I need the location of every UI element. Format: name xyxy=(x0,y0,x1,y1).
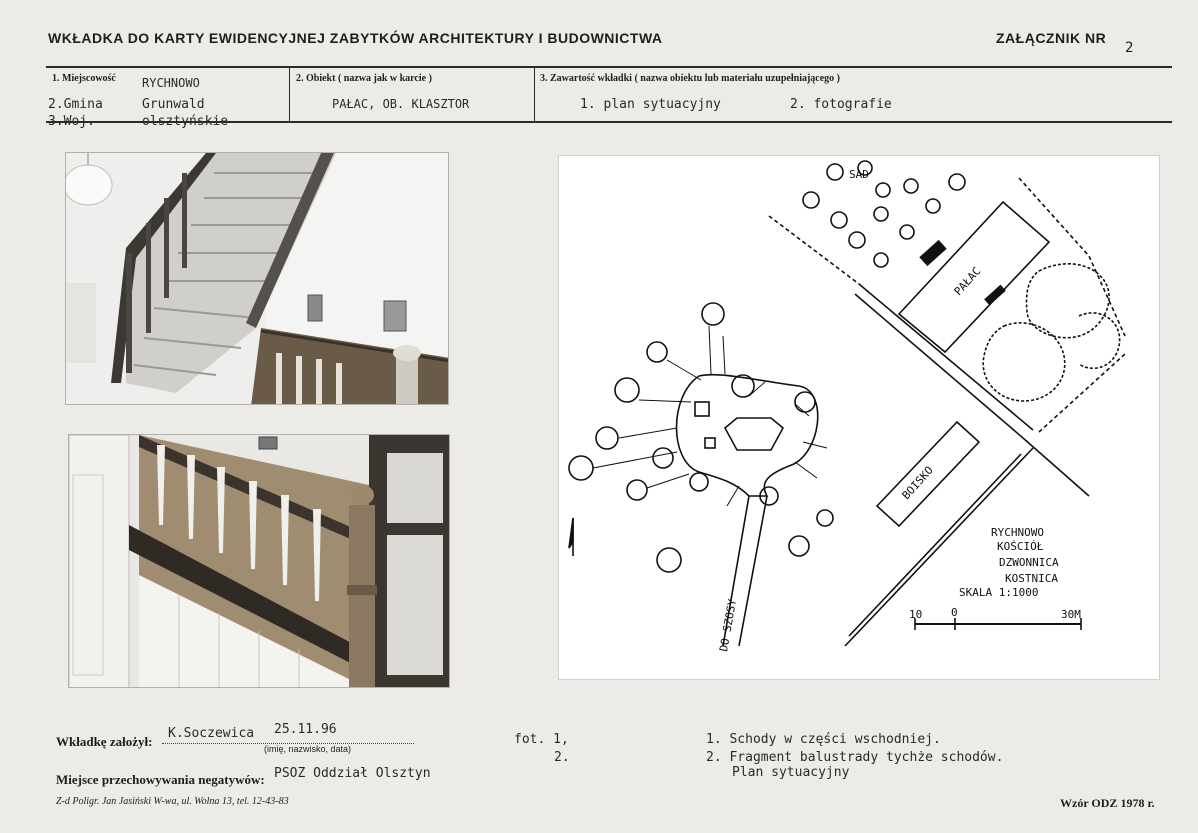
plan-label-road: DO SZOSY xyxy=(717,598,740,653)
created-value: K.Soczewica xyxy=(168,726,255,741)
created-hint: (imię, nazwisko, data) xyxy=(264,744,352,754)
storage-value: PSOZ Oddział Olsztyn xyxy=(274,766,431,781)
photo-balustrade xyxy=(68,434,450,688)
photo-staircase xyxy=(65,152,449,405)
plan-legend-2: KOŚCIÓŁ xyxy=(997,540,1044,553)
plan-scale-tick-2: 0 xyxy=(951,606,958,619)
object-label: 2. Obiekt ( nazwa jak w karcie ) xyxy=(296,73,432,84)
contents-item-2: 2. fotografie xyxy=(790,97,892,112)
commune-value: Grunwald xyxy=(142,97,205,112)
plan-legend-4: KOSTNICA xyxy=(1005,572,1058,585)
locality-value: RYCHNOWO xyxy=(142,76,200,90)
plan-label-boisko: BOISKO xyxy=(899,463,936,503)
storage-label: Miejsce przechowywania negatywów: xyxy=(56,772,265,787)
commune-label: 2.Gmina xyxy=(48,97,103,112)
header-rule-top xyxy=(46,66,1172,68)
plan-scale-tick-1: 10 xyxy=(909,608,923,621)
plan-label-palac: PAŁAC xyxy=(951,264,984,299)
caption-3: Plan sytuacyjny xyxy=(732,765,850,780)
field-divider-2 xyxy=(534,67,535,121)
site-plan xyxy=(558,155,1160,680)
site-plan-drawing xyxy=(559,156,1160,680)
plan-legend-1: RYCHNOWO xyxy=(991,526,1044,539)
created-date: 25.11.96 xyxy=(274,722,337,737)
object-value: PAŁAC, OB. KLASZTOR xyxy=(332,97,470,111)
plan-legend-3: DZWONNICA xyxy=(999,556,1059,569)
plan-scale-label: SKALA 1:1000 xyxy=(959,586,1039,599)
contents-label: 3. Zawartość wkładki ( nazwa obiektu lub materiału uzupełniającego ) xyxy=(540,73,841,84)
caption-1: 1. Schody w części wschodniej. xyxy=(706,732,941,747)
locality-label: 1. Miejscowość xyxy=(52,73,116,84)
field-divider-1 xyxy=(289,67,290,121)
contents-item-1: 1. plan sytuacyjny xyxy=(580,97,721,112)
photo-ref-2: 2. xyxy=(554,750,570,765)
voivodeship-value: olsztyńskie xyxy=(142,114,229,129)
form-id: Wzór ODZ 1978 r. xyxy=(1060,796,1155,810)
photo-ref-1: fot. 1, xyxy=(514,732,569,747)
plan-scale-tick-3: 30M xyxy=(1061,608,1081,621)
annex-number: 2 xyxy=(1125,40,1134,56)
plan-label-sad: SAD xyxy=(849,168,869,181)
sheet-title: WKŁADKA DO KARTY EWIDENCYJNEJ ZABYTKÓW ARCHITEKTURY I BUDOWNICTWA xyxy=(48,30,663,46)
created-label: Wkładkę założył: xyxy=(56,734,153,749)
voivodeship-label: 3.Woj. xyxy=(48,114,95,129)
printer-info: Z-d Poligr. Jan Jasiński W-wa, ul. Wolna 13, tel. 12-43-83 xyxy=(56,796,289,807)
caption-2: 2. Fragment balustrady tychże schodów. xyxy=(706,750,1004,765)
annex-label: ZAŁĄCZNIK NR xyxy=(996,30,1107,46)
created-field xyxy=(162,722,414,744)
